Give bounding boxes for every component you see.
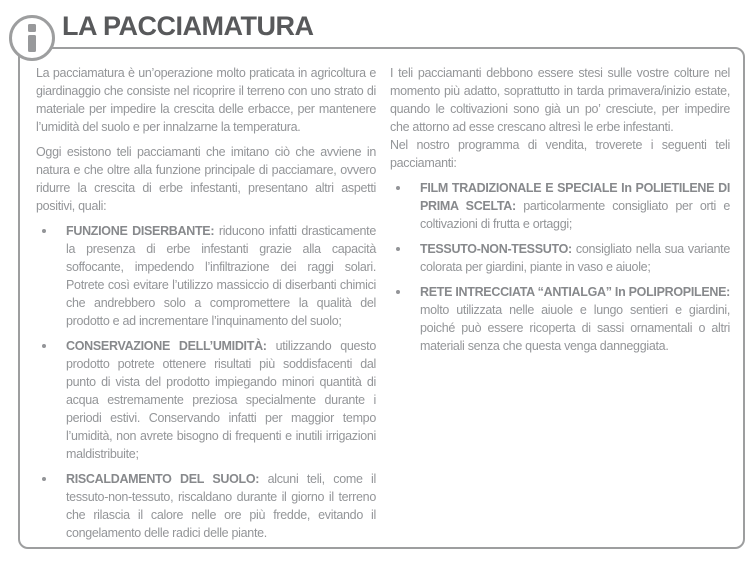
info-icon-dot (28, 24, 36, 32)
bullet-text: molto utilizzata nelle aiuole e lungo sentieri e giardini, poiché può essere ricoperta di sassi ornamentali o altri materiali senza che questa venga danneggiata. (420, 303, 730, 353)
list-item (390, 179, 730, 233)
left-column (36, 64, 376, 539)
bullet-label: FUNZIONE DISERBANTE: (66, 224, 215, 238)
bullet-text: alcuni teli, come il tessuto-non-tessuto, riscaldano durante il giorno il terreno che rilascia il calore nelle ore più fredde, evitando il congelamento delle radici delle piante. (66, 472, 376, 540)
right-column (390, 64, 730, 539)
bullet-label: TESSUTO-NON-TESSUTO: (420, 242, 572, 256)
paragraph: Oggi esistono teli pacciamanti che imitano ciò che avviene in natura e che oltre alla funzione principale di pacciamare, ovvero ridurre la crescita di erbe infestanti, presentano altri aspetti positivi, quali: (36, 145, 376, 213)
list-item (36, 222, 376, 330)
bullet-label: RISCALDAMENTO DEL SUOLO: (66, 472, 260, 486)
bullet-text: particolarmente consigliato per orti e coltivazioni di frutta e ortaggi; (420, 199, 730, 231)
products-list (390, 179, 730, 355)
page-title: LA PACCIAMATURA (62, 11, 314, 41)
bullet-icon (42, 477, 46, 481)
paragraph: La pacciamatura è un’operazione molto praticata in agricoltura e giardinaggio che consiste nel ricoprire il terreno con uno strato di materiale per impedire la crescita delle erbacce, per mantenere l’umidità del suolo e per innalzarne la temperatura. (36, 66, 376, 134)
content-box (18, 47, 745, 549)
bullet-text: riducono infatti drasticamente la presenza di erbe infestanti grazie alla capacità soffocante, impedendo l’infiltrazione dei raggi solari. Potrete così evitare l’utilizzo massiccio di diserbanti chimici che andrebbero solo a compromettere la qualità del prodotto e ad incrementare l’inquinamento del suolo; (66, 224, 376, 328)
paragraph: I teli pacciamanti debbono essere stesi sulle vostre colture nel momento più adatto, soprattutto in tarda primavera/inizio estate, quando le coltivazioni sono già un po’ cresciute, per impedire che attorno ad esse crescano altresì le erbe infestanti. (390, 66, 730, 134)
list-item (390, 240, 730, 276)
list-item (390, 283, 730, 355)
list-item (36, 470, 376, 542)
bullet-label: RETE INTRECCIATA “ANTIALGA” In POLIPROPILENE: (420, 285, 730, 299)
paragraph: Nel nostro programma di vendita, troverete i seguenti teli pacciamanti: (390, 138, 730, 170)
benefits-list (36, 222, 376, 542)
bullet-label: CONSERVAZIONE DELL’UMIDITÀ: (66, 339, 267, 353)
bullet-icon (396, 247, 400, 251)
list-item (36, 337, 376, 463)
bullet-icon (42, 344, 46, 348)
info-icon-stem (28, 35, 36, 52)
bullet-label: FILM TRADIZIONALE E SPECIALE In POLIETILENE DI PRIMA SCELTA: (420, 181, 730, 213)
info-icon (9, 15, 55, 61)
bullet-icon (42, 229, 46, 233)
bullet-text: utilizzando questo prodotto potrete ottenere risultati più soddisfacenti dal punto di vista del prodotto impiegando minori quantità di acqua estremamente preziosa specialmente durante i periodi estivi. Conservando infatti per maggior tempo l’umidità, non avrete bisogno di frequenti e inutili irrigazioni maldistribuite; (66, 339, 376, 461)
bullet-text: consigliato nella sua variante colorata per giardini, piante in vaso e aiuole; (420, 242, 730, 274)
bullet-icon (396, 290, 400, 294)
bullet-icon (396, 186, 400, 190)
